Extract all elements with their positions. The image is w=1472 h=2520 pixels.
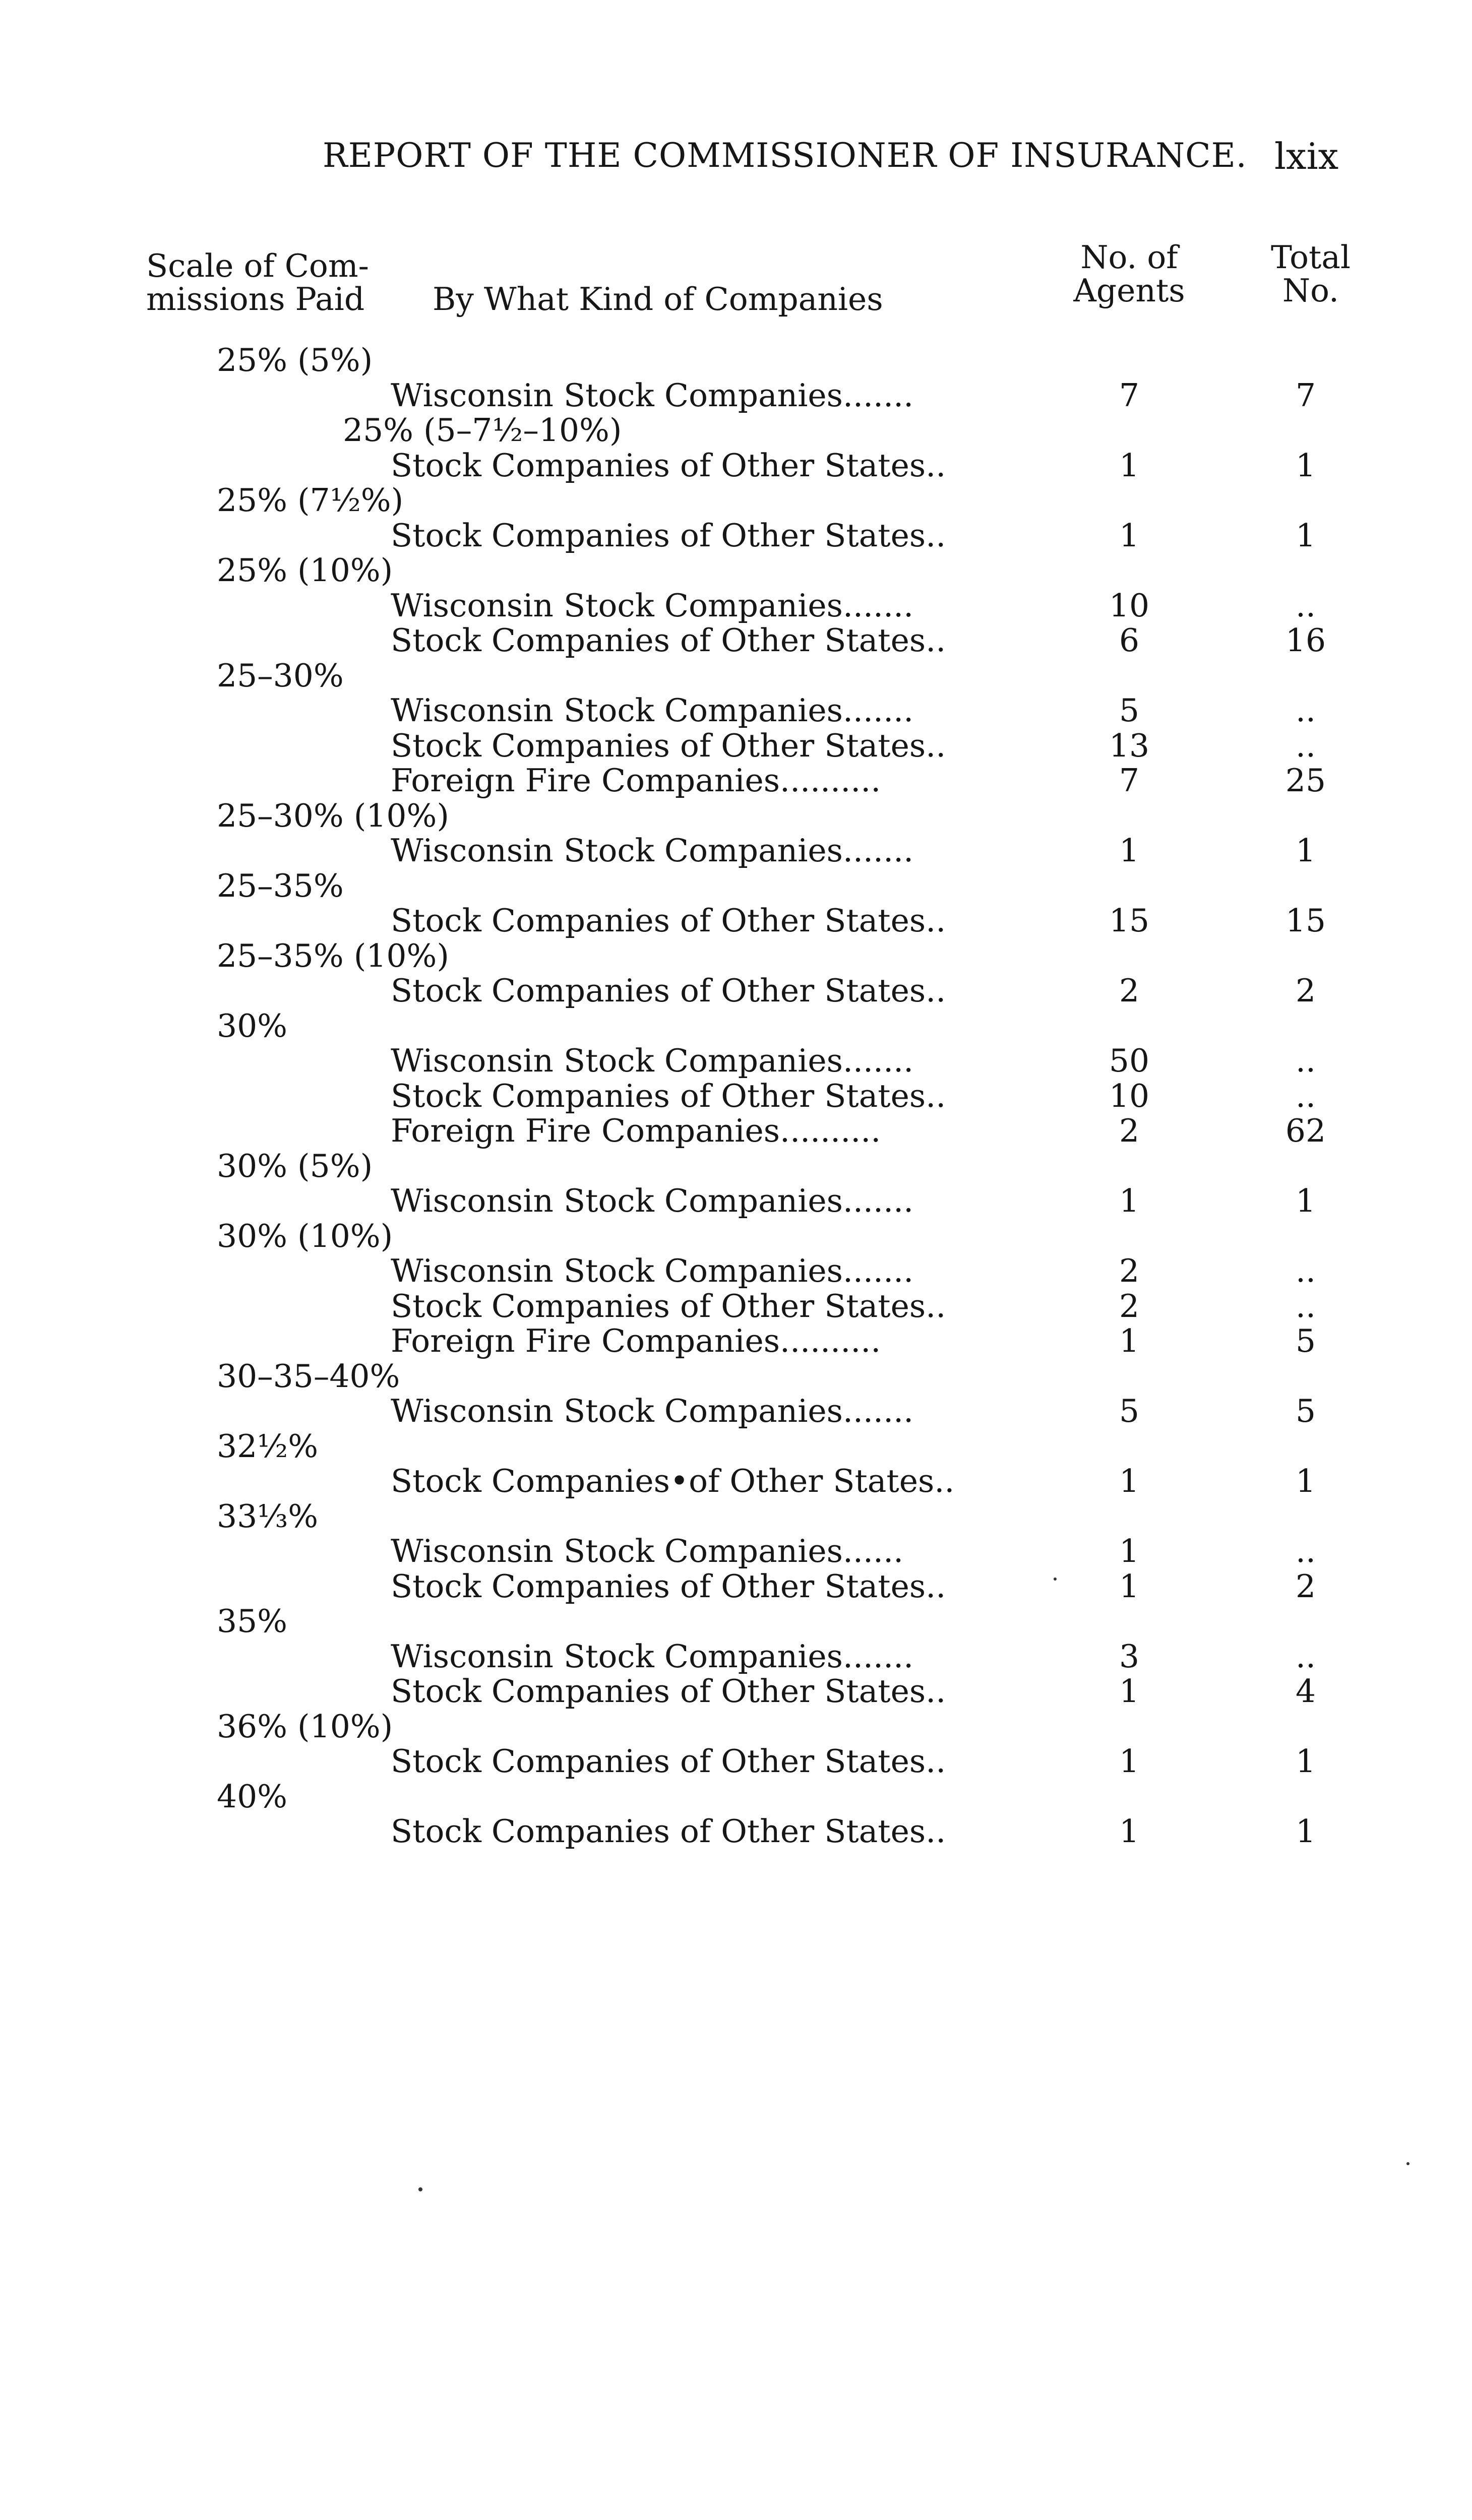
total-cell: 1 xyxy=(1295,517,1316,554)
kind-cell: Wisconsin Stock Companies....... xyxy=(391,376,914,414)
table-row xyxy=(0,1289,1472,1324)
print-speck xyxy=(418,2187,422,2191)
table-row xyxy=(0,1394,1472,1429)
kind-cell: Foreign Fire Companies.......... xyxy=(391,1322,881,1359)
agents-cell: 1 xyxy=(1119,517,1140,554)
table-row xyxy=(0,588,1472,623)
total-cell: 1 xyxy=(1295,832,1316,869)
scale-cell: 25% (5%) xyxy=(217,342,373,379)
table-row xyxy=(0,448,1472,483)
total-cell: .. xyxy=(1295,692,1316,729)
total-cell: 7 xyxy=(1295,376,1316,414)
scale-cell: 35% xyxy=(217,1603,288,1640)
scale-cell: 30% xyxy=(217,1007,288,1044)
total-cell: .. xyxy=(1295,1287,1316,1325)
table-subheading-row xyxy=(0,1009,1472,1044)
table-row xyxy=(0,973,1472,1009)
kind-cell: Stock Companies of Other States.. xyxy=(391,517,946,554)
table-row xyxy=(0,1079,1472,1114)
agents-cell: 7 xyxy=(1119,376,1140,414)
scale-cell: 36% (10%) xyxy=(217,1708,393,1745)
agents-cell: 10 xyxy=(1109,587,1150,624)
kind-cell: Foreign Fire Companies.......... xyxy=(391,762,881,799)
agents-cell: 1 xyxy=(1119,1322,1140,1359)
table-subheading-row xyxy=(0,1219,1472,1254)
column-header-agents-line2: Agents xyxy=(1073,272,1185,309)
kind-cell: Wisconsin Stock Companies....... xyxy=(391,1042,914,1079)
table-subheading-row xyxy=(0,1149,1472,1184)
total-cell: 1 xyxy=(1295,1182,1316,1219)
table-subheading-row xyxy=(0,798,1472,834)
kind-cell: Stock Companies of Other States.. xyxy=(391,902,946,939)
table-row xyxy=(0,1639,1472,1674)
table-row xyxy=(0,1464,1472,1499)
table-row xyxy=(0,1534,1472,1569)
kind-cell: Wisconsin Stock Companies....... xyxy=(391,1252,914,1289)
agents-cell: 1 xyxy=(1119,832,1140,869)
table-subheading-row xyxy=(0,1604,1472,1639)
agents-cell: 6 xyxy=(1119,622,1140,659)
total-cell: .. xyxy=(1295,727,1316,764)
table-subheading-row xyxy=(0,1709,1472,1744)
total-cell: .. xyxy=(1295,1533,1316,1569)
table-row xyxy=(0,903,1472,938)
agents-cell: 7 xyxy=(1119,762,1140,799)
scale-cell: 25% (10%) xyxy=(217,552,393,589)
kind-cell: Wisconsin Stock Companies....... xyxy=(391,1637,914,1675)
agents-cell: 3 xyxy=(1119,1637,1140,1675)
kind-cell: Stock Companies of Other States.. xyxy=(391,622,946,659)
kind-cell: Wisconsin Stock Companies....... xyxy=(391,1182,914,1219)
total-cell: 1 xyxy=(1295,1463,1316,1499)
running-header: REPORT OF THE COMMISSIONER OF INSURANCE. xyxy=(323,136,1247,175)
total-cell: .. xyxy=(1295,1637,1316,1675)
table-row xyxy=(0,763,1472,798)
table-subheading-row xyxy=(0,938,1472,974)
total-cell: 1 xyxy=(1295,447,1316,484)
table-subheading-row xyxy=(0,343,1472,378)
total-cell: 16 xyxy=(1285,622,1326,659)
kind-cell: Stock Companies of Other States.. xyxy=(391,1077,946,1114)
page-number: lxix xyxy=(1274,135,1339,177)
table-row xyxy=(0,833,1472,868)
kind-cell: Stock Companies of Other States.. xyxy=(391,1567,946,1605)
scale-cell: 25–35% xyxy=(217,867,344,904)
agents-cell: 10 xyxy=(1109,1077,1150,1114)
column-header-total-line1: Total xyxy=(1270,239,1351,276)
total-cell: 62 xyxy=(1285,1112,1326,1149)
scale-cell: 40% xyxy=(217,1778,288,1815)
column-header-agents-line1: No. of xyxy=(1080,239,1178,276)
scale-cell: 25–35% (10%) xyxy=(217,937,449,974)
total-cell: 15 xyxy=(1285,902,1326,939)
total-cell: 2 xyxy=(1295,1567,1316,1605)
table-row xyxy=(0,693,1472,728)
column-header-scale-line2: missions Paid xyxy=(146,281,365,318)
agents-cell: 50 xyxy=(1109,1042,1150,1079)
total-cell: 1 xyxy=(1295,1743,1316,1780)
kind-cell: Wisconsin Stock Companies....... xyxy=(391,832,914,869)
table-row xyxy=(0,623,1472,658)
kind-cell: Stock Companies of Other States.. xyxy=(391,1813,946,1850)
column-header-scale-line1: Scale of Com- xyxy=(146,247,369,284)
kind-cell: Stock Companies of Other States.. xyxy=(391,447,946,484)
total-cell: .. xyxy=(1295,1252,1316,1289)
total-cell: 4 xyxy=(1295,1673,1316,1710)
total-cell: 2 xyxy=(1295,972,1316,1009)
kind-cell: Wisconsin Stock Companies...... xyxy=(391,1533,904,1569)
total-cell: .. xyxy=(1295,1077,1316,1114)
table-row xyxy=(0,378,1472,413)
total-cell: 25 xyxy=(1285,762,1326,799)
scale-cell: 25–30% xyxy=(217,657,344,694)
agents-cell: 1 xyxy=(1119,1182,1140,1219)
table-row xyxy=(0,1324,1472,1359)
agents-cell: 1 xyxy=(1119,1567,1140,1605)
table-subheading-row xyxy=(0,868,1472,904)
table-row xyxy=(0,1253,1472,1289)
kind-cell: Wisconsin Stock Companies....... xyxy=(391,1393,914,1429)
kind-cell: Wisconsin Stock Companies....... xyxy=(391,587,914,624)
table-subheading-row xyxy=(0,413,1472,448)
table-row xyxy=(0,518,1472,553)
kind-cell: Stock Companies of Other States.. xyxy=(391,972,946,1009)
scale-cell: 30% (5%) xyxy=(217,1147,373,1184)
total-cell: 5 xyxy=(1295,1322,1316,1359)
total-cell: .. xyxy=(1295,1042,1316,1079)
agents-cell: 1 xyxy=(1119,447,1140,484)
table-row xyxy=(0,1113,1472,1149)
agents-cell: 1 xyxy=(1119,1743,1140,1780)
kind-cell: Wisconsin Stock Companies....... xyxy=(391,692,914,729)
agents-cell: 13 xyxy=(1109,727,1150,764)
table-row xyxy=(0,728,1472,764)
total-cell: .. xyxy=(1295,587,1316,624)
scale-cell: 25–30% (10%) xyxy=(217,797,449,834)
column-header-total-line2: No. xyxy=(1282,272,1339,309)
column-header-kind: By What Kind of Companies xyxy=(433,281,883,318)
scale-cell: 30% (10%) xyxy=(217,1217,393,1254)
scale-cell: 25% (5–7½–10%) xyxy=(343,412,622,449)
table-row xyxy=(0,1569,1472,1604)
scale-cell: 25% (7½%) xyxy=(217,482,404,519)
agents-cell: 5 xyxy=(1119,692,1140,729)
agents-cell: 2 xyxy=(1119,1287,1140,1325)
total-cell: 5 xyxy=(1295,1393,1316,1429)
table-row xyxy=(0,1183,1472,1219)
agents-cell: 2 xyxy=(1119,1252,1140,1289)
kind-cell: Stock Companies of Other States.. xyxy=(391,1287,946,1325)
table-subheading-row xyxy=(0,1779,1472,1814)
table-subheading-row xyxy=(0,1359,1472,1394)
kind-cell: Stock Companies of Other States.. xyxy=(391,1743,946,1780)
kind-cell: Stock Companies of Other States.. xyxy=(391,727,946,764)
table-row xyxy=(0,1674,1472,1709)
kind-cell: Foreign Fire Companies.......... xyxy=(391,1112,881,1149)
agents-cell: 1 xyxy=(1119,1463,1140,1499)
table-row xyxy=(0,1043,1472,1079)
table-row xyxy=(0,1744,1472,1779)
kind-cell: Stock Companies of Other States.. xyxy=(391,1673,946,1710)
agents-cell: 1 xyxy=(1119,1533,1140,1569)
agents-cell: 15 xyxy=(1109,902,1150,939)
agents-cell: 5 xyxy=(1119,1393,1140,1429)
scale-cell: 32½% xyxy=(217,1427,319,1465)
agents-cell: 1 xyxy=(1119,1673,1140,1710)
agents-cell: 1 xyxy=(1119,1813,1140,1850)
table-row xyxy=(0,1814,1472,1849)
kind-cell: Stock Companies•of Other States.. xyxy=(391,1463,955,1499)
print-speck xyxy=(1054,1578,1057,1581)
agents-cell: 2 xyxy=(1119,972,1140,1009)
print-speck xyxy=(1406,2162,1409,2165)
scale-cell: 30–35–40% xyxy=(217,1357,400,1395)
total-cell: 1 xyxy=(1295,1813,1316,1850)
table-subheading-row xyxy=(0,1499,1472,1534)
table-subheading-row xyxy=(0,553,1472,588)
table-subheading-row xyxy=(0,1429,1472,1464)
table-subheading-row xyxy=(0,483,1472,518)
scale-cell: 33⅓% xyxy=(217,1497,319,1535)
agents-cell: 2 xyxy=(1119,1112,1140,1149)
table-subheading-row xyxy=(0,658,1472,694)
